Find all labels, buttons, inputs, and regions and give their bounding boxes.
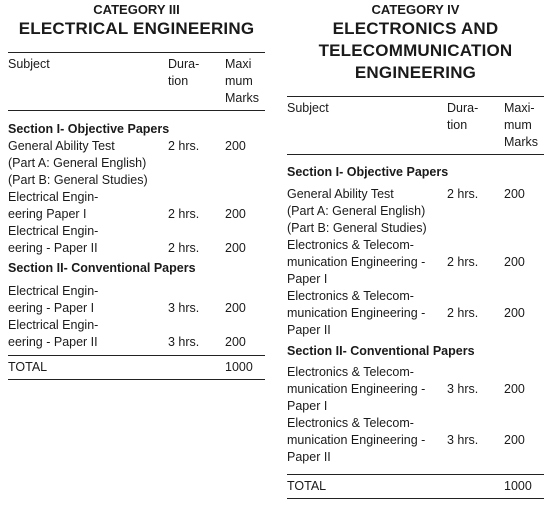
marks-cell: 200 [225, 335, 246, 349]
section-heading: Section II- Conventional Papers [287, 344, 475, 358]
category-iii-column [8, 2, 265, 380]
subject-cell: Electrical Engin- eering - Paper I [8, 284, 99, 315]
subject-header: Subject [8, 57, 50, 71]
total-label: TOTAL [287, 479, 327, 493]
table-bottom-rule [287, 498, 544, 499]
marks-cell: 200 [504, 433, 525, 447]
section-heading: Section I- Objective Papers [8, 122, 170, 136]
duration-header: Dura- tion [447, 101, 479, 132]
header-rule [8, 110, 265, 111]
marks-header: Maxi mum Marks [225, 57, 260, 105]
marks-cell: 200 [504, 255, 525, 269]
table-header [8, 53, 265, 108]
subject-cell: Electronics & Telecom- munication Engineering - Paper II [287, 416, 426, 464]
duration-cell: 3 hrs. [447, 433, 479, 447]
subject-cell: Electrical Engin- eering - Paper II [8, 224, 99, 255]
section-heading: Section II- Conventional Papers [8, 261, 196, 275]
total-marks: 1000 [225, 360, 253, 374]
marks-header: Maxi- mum Marks [504, 101, 539, 149]
table-row [287, 237, 544, 288]
marks-cell: 200 [225, 207, 246, 221]
duration-cell: 3 hrs. [447, 382, 479, 396]
table-row [8, 223, 265, 257]
duration-cell: 2 hrs. [168, 207, 200, 221]
duration-cell: 2 hrs. [447, 306, 479, 320]
table-bottom-rule [8, 379, 265, 380]
marks-cell: 200 [225, 139, 246, 153]
subject-header: Subject [287, 101, 329, 115]
total-marks: 1000 [504, 479, 532, 493]
table-row [8, 138, 265, 189]
table-row [287, 288, 544, 339]
table-row [287, 415, 544, 466]
category-title: ELECTRICAL ENGINEERING [18, 19, 255, 38]
marks-cell: 200 [225, 301, 246, 315]
category-iv-column [287, 2, 544, 499]
table-row [287, 364, 544, 415]
table-row [287, 186, 544, 237]
duration-header: Dura- tion [168, 57, 200, 88]
total-label: TOTAL [8, 360, 48, 374]
table-row [8, 283, 265, 317]
section-heading: Section I- Objective Papers [287, 165, 449, 179]
category-label: CATEGORY IV [371, 2, 460, 17]
total-row [8, 356, 265, 376]
subject-cell: General Ability Test (Part A: General English) (Part B: General Studies) [287, 187, 427, 235]
duration-cell: 3 hrs. [168, 335, 200, 349]
marks-cell: 200 [225, 241, 246, 255]
marks-cell: 200 [504, 187, 525, 201]
table-row [8, 317, 265, 351]
marks-cell: 200 [504, 306, 525, 320]
category-title: ELECTRONICS AND TELECOMMUNICATION ENGINEERING [318, 19, 513, 82]
duration-cell: 2 hrs. [447, 255, 479, 269]
subject-cell: Electrical Engin- eering Paper I [8, 190, 99, 221]
duration-cell: 2 hrs. [447, 187, 479, 201]
duration-cell: 3 hrs. [168, 301, 200, 315]
subject-cell: Electronics & Telecom- munication Engineering - Paper II [287, 289, 426, 337]
subject-cell: Electrical Engin- eering - Paper II [8, 318, 99, 349]
subject-cell: Electronics & Telecom- munication Engineering - Paper I [287, 365, 426, 413]
marks-cell: 200 [504, 382, 525, 396]
subject-cell: Electronics & Telecom- munication Engineering - Paper I [287, 238, 426, 286]
table-header [287, 97, 544, 152]
table-row [8, 189, 265, 223]
duration-cell: 2 hrs. [168, 139, 200, 153]
total-row [287, 475, 544, 495]
subject-cell: General Ability Test (Part A: General English) (Part B: General Studies) [8, 139, 148, 187]
category-label: CATEGORY III [93, 2, 180, 17]
header-rule [287, 154, 544, 155]
duration-cell: 2 hrs. [168, 241, 200, 255]
